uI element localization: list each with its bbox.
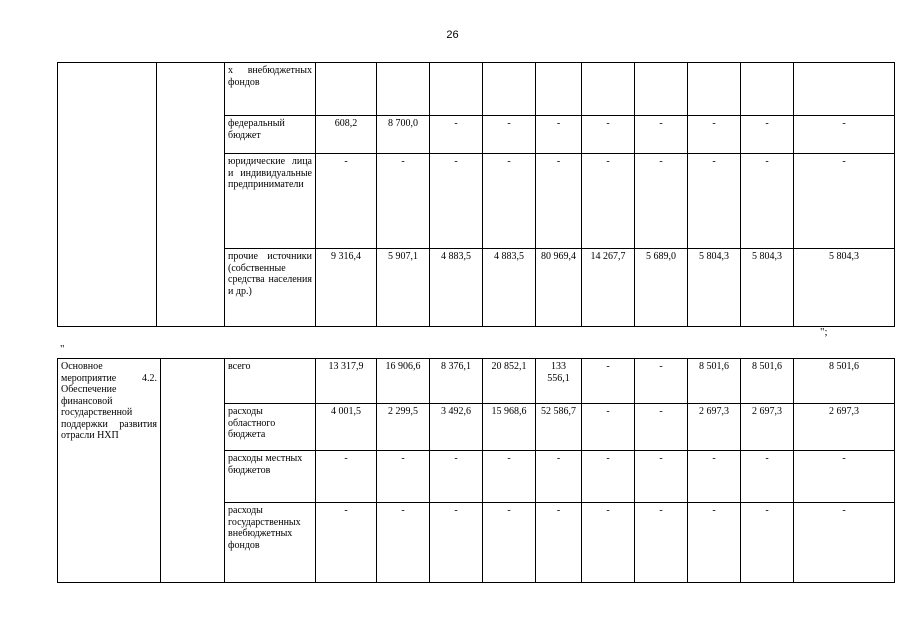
value-cell: - xyxy=(741,503,794,583)
value-cell: - xyxy=(794,116,895,154)
value-cell xyxy=(430,63,483,116)
value-cell: - xyxy=(430,116,483,154)
value-cell: 13 317,9 xyxy=(316,359,377,404)
value-cell: - xyxy=(483,451,536,503)
value-cell: 5 804,3 xyxy=(741,249,794,327)
value-cell: - xyxy=(316,503,377,583)
funding-source-cell: юридические лица и индивидуальные предприниматели xyxy=(225,154,316,249)
empty-cell xyxy=(58,63,157,327)
value-cell: - xyxy=(377,503,430,583)
closing-quote: "; xyxy=(820,326,828,338)
value-cell xyxy=(635,63,688,116)
value-cell: - xyxy=(794,154,895,249)
value-cell: 15 968,6 xyxy=(483,404,536,451)
value-cell: - xyxy=(741,154,794,249)
value-cell: - xyxy=(635,404,688,451)
value-cell: - xyxy=(536,154,582,249)
value-cell xyxy=(377,63,430,116)
value-cell: - xyxy=(635,451,688,503)
value-cell: 8 501,6 xyxy=(794,359,895,404)
value-cell: - xyxy=(688,154,741,249)
funding-source-cell: х внебюджетных фондов xyxy=(225,63,316,116)
value-cell: - xyxy=(430,503,483,583)
value-cell: - xyxy=(377,154,430,249)
value-cell: - xyxy=(635,503,688,583)
value-cell: - xyxy=(741,451,794,503)
value-cell xyxy=(741,63,794,116)
funding-source-cell: расходы государственных внебюджетных фондов xyxy=(225,503,316,583)
funding-source-cell: прочие источники (собственные средства населения и др.) xyxy=(225,249,316,327)
value-cell: - xyxy=(536,503,582,583)
value-cell: - xyxy=(536,451,582,503)
value-cell: 14 267,7 xyxy=(582,249,635,327)
value-cell: - xyxy=(483,503,536,583)
value-cell: - xyxy=(688,451,741,503)
value-cell: - xyxy=(377,451,430,503)
value-cell: 20 852,1 xyxy=(483,359,536,404)
empty-cell xyxy=(161,359,225,583)
budget-table-continued xyxy=(57,62,895,327)
funding-source-cell: федеральный бюджет xyxy=(225,116,316,154)
value-cell xyxy=(483,63,536,116)
value-cell: - xyxy=(794,451,895,503)
value-cell: 8 501,6 xyxy=(688,359,741,404)
value-cell xyxy=(316,63,377,116)
value-cell: 4 001,5 xyxy=(316,404,377,451)
value-cell xyxy=(582,63,635,116)
value-cell: 2 299,5 xyxy=(377,404,430,451)
value-cell xyxy=(794,63,895,116)
value-cell: - xyxy=(316,154,377,249)
value-cell: 2 697,3 xyxy=(741,404,794,451)
table-row xyxy=(58,63,895,116)
value-cell: - xyxy=(483,154,536,249)
value-cell: 608,2 xyxy=(316,116,377,154)
value-cell: 133 556,1 xyxy=(536,359,582,404)
value-cell: 80 969,4 xyxy=(536,249,582,327)
value-cell: - xyxy=(741,116,794,154)
value-cell: - xyxy=(316,451,377,503)
value-cell: - xyxy=(430,451,483,503)
value-cell: - xyxy=(794,503,895,583)
value-cell: - xyxy=(582,116,635,154)
funding-source-cell: расходы местных бюджетов xyxy=(225,451,316,503)
value-cell: - xyxy=(635,116,688,154)
value-cell: - xyxy=(536,116,582,154)
value-cell: 5 804,3 xyxy=(688,249,741,327)
value-cell: 16 906,6 xyxy=(377,359,430,404)
value-cell: 4 883,5 xyxy=(483,249,536,327)
value-cell: 9 316,4 xyxy=(316,249,377,327)
value-cell: - xyxy=(582,359,635,404)
value-cell: - xyxy=(582,503,635,583)
page-number: 26 xyxy=(446,29,459,41)
value-cell: 2 697,3 xyxy=(688,404,741,451)
value-cell: 2 697,3 xyxy=(794,404,895,451)
measure-name-cell: Основное мероприятие 4.2. Обеспечение финансовой государственной поддержки развития отрасли НХП xyxy=(58,359,161,583)
empty-cell xyxy=(157,63,225,327)
value-cell: 8 700,0 xyxy=(377,116,430,154)
value-cell: - xyxy=(582,451,635,503)
table-row xyxy=(58,359,895,404)
value-cell: - xyxy=(582,154,635,249)
value-cell: - xyxy=(483,116,536,154)
value-cell xyxy=(536,63,582,116)
value-cell: 4 883,5 xyxy=(430,249,483,327)
funding-source-cell: всего xyxy=(225,359,316,404)
measure-4-2-table xyxy=(57,358,895,583)
value-cell: 3 492,6 xyxy=(430,404,483,451)
value-cell: 5 689,0 xyxy=(635,249,688,327)
value-cell: - xyxy=(635,154,688,249)
value-cell: - xyxy=(430,154,483,249)
value-cell: 8 376,1 xyxy=(430,359,483,404)
value-cell: 5 804,3 xyxy=(794,249,895,327)
value-cell: 52 586,7 xyxy=(536,404,582,451)
value-cell: - xyxy=(582,404,635,451)
value-cell: - xyxy=(688,503,741,583)
value-cell: 5 907,1 xyxy=(377,249,430,327)
value-cell xyxy=(688,63,741,116)
funding-source-cell: расходы областного бюджета xyxy=(225,404,316,451)
value-cell: - xyxy=(688,116,741,154)
value-cell: - xyxy=(635,359,688,404)
opening-quote: " xyxy=(60,343,65,355)
value-cell: 8 501,6 xyxy=(741,359,794,404)
